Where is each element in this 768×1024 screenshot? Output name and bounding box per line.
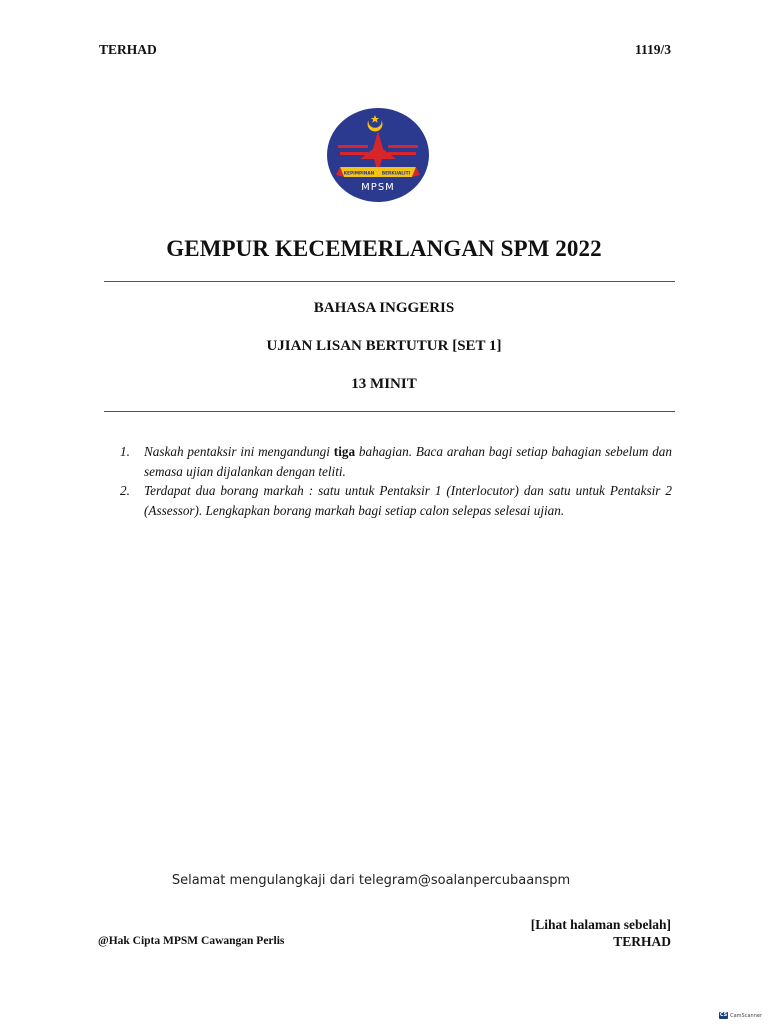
logo-banner-left: KEPIMPINAN [343, 171, 375, 177]
instruction-text-start: Naskah pentaksir ini mengandungi [144, 444, 334, 459]
mpsm-logo [326, 107, 430, 203]
divider-bottom [104, 411, 675, 412]
scanner-watermark [719, 1012, 762, 1019]
instruction-bold-word: tiga [333, 444, 356, 459]
camscanner-icon: CS [719, 1012, 728, 1018]
instructions-list [120, 442, 672, 520]
mpsm-emblem-icon [326, 107, 430, 203]
header-classification: TERHAD [99, 42, 157, 57]
footer-right-block [531, 916, 671, 950]
instruction-item [120, 481, 672, 520]
divider-top [104, 281, 675, 282]
instruction-number: 2. [120, 483, 130, 498]
logo-banner-right: BERKUALITI [381, 171, 411, 177]
subject-heading: BAHASA INGGERIS [313, 300, 455, 316]
copyright-note: @Hak Cipta MPSM Cawangan Perlis [98, 935, 285, 947]
telegram-note: Selamat mengulangkaji dari telegram@soalanpercubaanspm [171, 873, 571, 888]
instruction-number: 1. [120, 444, 130, 459]
footer-classification: TERHAD [613, 934, 671, 949]
duration-heading: 13 MINIT [351, 376, 417, 392]
next-page-note: [Lihat halaman sebelah] [530, 917, 671, 932]
instruction-text: Terdapat dua borang markah : satu untuk Pentaksir 1 (Interlocutor) dan satu untuk Pentaksir 2 (Assessor). Lengkapkan borang markah bagi setiap calon selepas selesai ujian. [144, 483, 672, 518]
instruction-text-end: bahagian. Baca arahan bagi setiap bahagian sebelum dan semasa ujian dijalankan dengan teliti. [144, 444, 672, 479]
scanner-label: CamScanner [730, 1012, 762, 1019]
logo-text: MPSM [361, 182, 395, 193]
header-paper-code: 1119/3 [634, 42, 671, 57]
instruction-item [120, 442, 672, 481]
document-title: GEMPUR KECEMERLANGAN SPM 2022 [166, 236, 602, 261]
paper-heading: UJIAN LISAN BERTUTUR [SET 1] [266, 338, 502, 354]
